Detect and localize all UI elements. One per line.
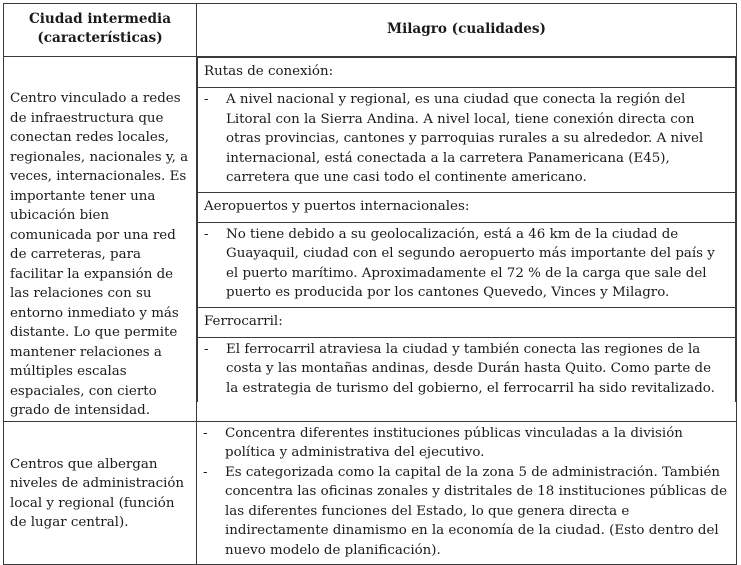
comparison-table (3, 3, 737, 565)
section-bullets-routes (198, 88, 736, 193)
list-item (203, 424, 728, 463)
infrastructure-qualities (197, 57, 737, 422)
list-item (204, 340, 727, 399)
row-infrastructure (4, 57, 737, 422)
bullet-text: A nivel nacional y regional, es una ciudad que conecta la región del Litoral con la Sierra Andina. A nivel local, tiene conexión directa con otras provincias, cantones y parroquias rurales a su alrededor. A nivel internacional, está conectada a la carretera Panamericana (E45), carretera que une casi todo el continente americano. (226, 92, 704, 185)
list-item (204, 90, 727, 188)
header-right: Milagro (cualidades) (197, 4, 737, 57)
list-item (204, 225, 727, 303)
bullet-text: Concentra diferentes instituciones públicas vinculadas a la división política y administrativa del ejecutivo. (225, 425, 683, 460)
administration-characteristic: Centros que albergan niveles de administración local y regional (función de lugar central). (4, 421, 197, 565)
section-title-routes: Rutas de conexión: (198, 58, 736, 88)
header-left-line2: (características) (37, 30, 163, 46)
bullet-text: No tiene debido a su geolocalización, está a 46 km de la ciudad de Guayaquil, ciudad con el segundo aeropuerto más importante del país y el puerto marítimo. Aproximadamente el 72 % de la carga que sale del puerto es producida por los cantones Quevedo, Vinces y Milagro. (226, 226, 715, 300)
bullet-dash: - (204, 341, 209, 357)
bullet-dash: - (204, 92, 209, 107)
section-bullets-railway (198, 337, 736, 402)
row-administration (4, 421, 737, 565)
bullet-text: El ferrocarril atraviesa la ciudad y también conecta las regiones de la costa y las montañas andinas, desde Durán hasta Quito. Como parte de la estrategia de turismo del gobierno, el ferrocarril ha sido revitalizado. (226, 341, 715, 396)
header-left-line1: Ciudad intermedia (28, 11, 172, 27)
administration-qualities (197, 421, 737, 565)
bullet-dash: - (203, 425, 208, 441)
infrastructure-sections (197, 57, 736, 402)
bullet-dash: - (203, 464, 208, 480)
section-bullets-airports (198, 222, 736, 307)
bullet-text: Es categorizada como la capital de la zona 5 de administración. También concentra las oficinas zonales y distritales de 18 instituciones públicas de las diferentes funciones del Estado, lo que genera directa e indirectamente dinamismo en la economía de la ciudad. (Esto dentro del nuevo modelo de planificación). (225, 464, 727, 558)
header-left (4, 4, 197, 57)
bullet-dash: - (204, 226, 209, 242)
header-row (4, 4, 737, 57)
section-title-airports: Aeropuertos y puertos internacionales: (198, 192, 736, 222)
section-title-railway: Ferrocarril: (198, 307, 736, 337)
list-item (203, 463, 728, 561)
infrastructure-characteristic: Centro vinculado a redes de infraestructura que conectan redes locales, regionales, nacionales y, a veces, internacionales. Es importante tener una ubicación bien comunicada por una red de carreteras, para facilitar la expansión de las relaciones con su entorno inmediato y más distante. Lo que permite mantener relaciones a múltiples escalas espaciales, con cierto grado de intensidad. (4, 57, 197, 422)
